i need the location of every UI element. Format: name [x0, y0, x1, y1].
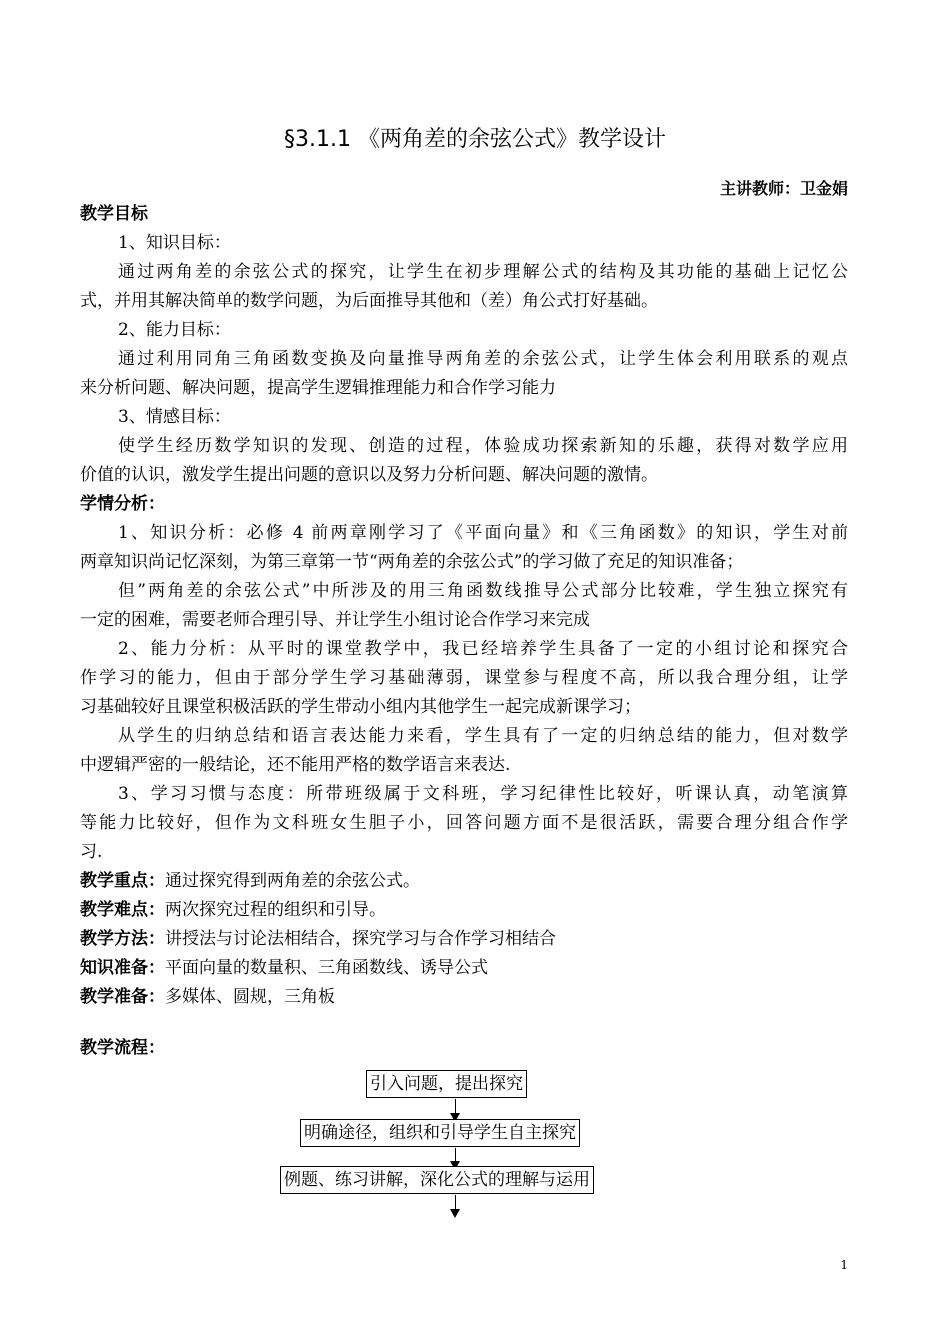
author-line: 主讲教师：卫金娟 [719, 179, 848, 198]
page-number: 1 [840, 1258, 848, 1272]
goals-heading: 教学目标 [80, 204, 148, 224]
key-point-row [80, 867, 848, 896]
teaching-prep-label: 教学准备： [80, 987, 165, 1007]
analysis-line: 1、知识分析：必修 4 前两章刚学习了《平面向量》和《三角函数》的知识，学生对前 [118, 523, 848, 543]
flow-step-3: 例题、练习讲解，深化公式的理解与运用 [280, 1166, 594, 1194]
analysis-line: 从学生的归纳总结和语言表达能力来看，学生具有了一定的归纳总结的能力，但对数学 [118, 726, 848, 746]
difficulty-text: 两次探究过程的组织和引导。 [165, 900, 386, 920]
arrow-down-icon [450, 1209, 460, 1218]
analysis-line: 中逻辑严密的一般结论，还不能用严格的数学语言来表达. [80, 755, 511, 775]
method-label: 教学方法： [80, 929, 165, 949]
analysis-line: 作学习的能力，但由于部分学生学习基础薄弱，课堂参与程度不高，所以我合理分组，让学 [80, 668, 848, 688]
knowledge-prep-label: 知识准备： [80, 958, 165, 978]
method-text: 讲授法与讨论法相结合，探究学习与合作学习相结合 [165, 929, 556, 949]
difficulty-label: 教学难点： [80, 900, 165, 920]
teaching-flowchart [0, 1068, 950, 1228]
analysis-heading: 学情分析： [80, 494, 165, 514]
key-point-label: 教学重点： [80, 871, 165, 891]
flow-heading: 教学流程： [80, 1038, 165, 1058]
goal3-label: 3、情感目标： [118, 407, 231, 427]
knowledge-prep-text: 平面向量的数量积、三角函数线、诱导公式 [165, 958, 488, 978]
teaching-prep-row [80, 983, 848, 1012]
analysis-line: 习基础较好且课堂积极活跃的学生带动小组内其他学生一起完成新课学习； [80, 697, 641, 717]
analysis-line: 3、学习习惯与态度：所带班级属于文科班，学习纪律性比较好，听课认真，动笔演算 [118, 784, 848, 804]
goal2-text-line: 通过利用同角三角函数变换及向量推导两角差的余弦公式，让学生体会利用联系的观点 [118, 349, 848, 369]
knowledge-prep-row [80, 954, 848, 983]
analysis-line: 两章知识尚记忆深刻，为第三章第一节“两角差的余弦公式”的学习做了充足的知识准备； [80, 552, 744, 572]
flow-step-1: 引入问题，提出探究 [366, 1070, 527, 1098]
goal1-text-line: 通过两角差的余弦公式的探究，让学生在初步理解公式的结构及其功能的基础上记忆公 [118, 262, 848, 282]
analysis-line: 习. [80, 842, 103, 862]
analysis-line: 等能力比较好，但作为文科班女生胆子小，回答问题方面不是很活跃，需要合理分组合作学 [80, 813, 848, 833]
key-point-text: 通过探究得到两角差的余弦公式。 [165, 871, 420, 891]
analysis-line: 一定的困难，需要老师合理引导、并让学生小组讨论合作学习来完成 [80, 610, 590, 630]
difficulty-row [80, 896, 848, 925]
teaching-prep-text: 多媒体、圆规，三角板 [165, 987, 335, 1007]
analysis-line: 2、能力分析：从平时的课堂教学中，我已经培养学生具备了一定的小组讨论和探究合 [118, 639, 848, 659]
flow-step-2: 明确途径，组织和引导学生自主探究 [300, 1119, 580, 1147]
goal3-text-line: 价值的认识，激发学生提出问题的意识以及努力分析问题、解决问题的激情。 [80, 465, 658, 485]
document-title: §3.1.1 《两角差的余弦公式》教学设计 [284, 127, 666, 152]
goal2-text-line: 来分析问题、解决问题，提高学生逻辑推理能力和合作学习能力 [80, 378, 556, 398]
document-body [80, 200, 848, 1063]
analysis-line: 但”两角差的余弦公式”中所涉及的用三角函数线推导公式部分比较难，学生独立探究有 [118, 581, 848, 601]
goal1-label: 1、知识目标： [118, 233, 231, 253]
goal2-label: 2、能力目标： [118, 320, 231, 340]
goal1-text-line: 式，并用其解决简单的数学问题，为后面推导其他和（差）角公式打好基础。 [80, 291, 658, 311]
goal3-text-line: 使学生经历数学知识的发现、创造的过程，体验成功探索新知的乐趣，获得对数学应用 [118, 436, 848, 456]
method-row [80, 925, 848, 954]
